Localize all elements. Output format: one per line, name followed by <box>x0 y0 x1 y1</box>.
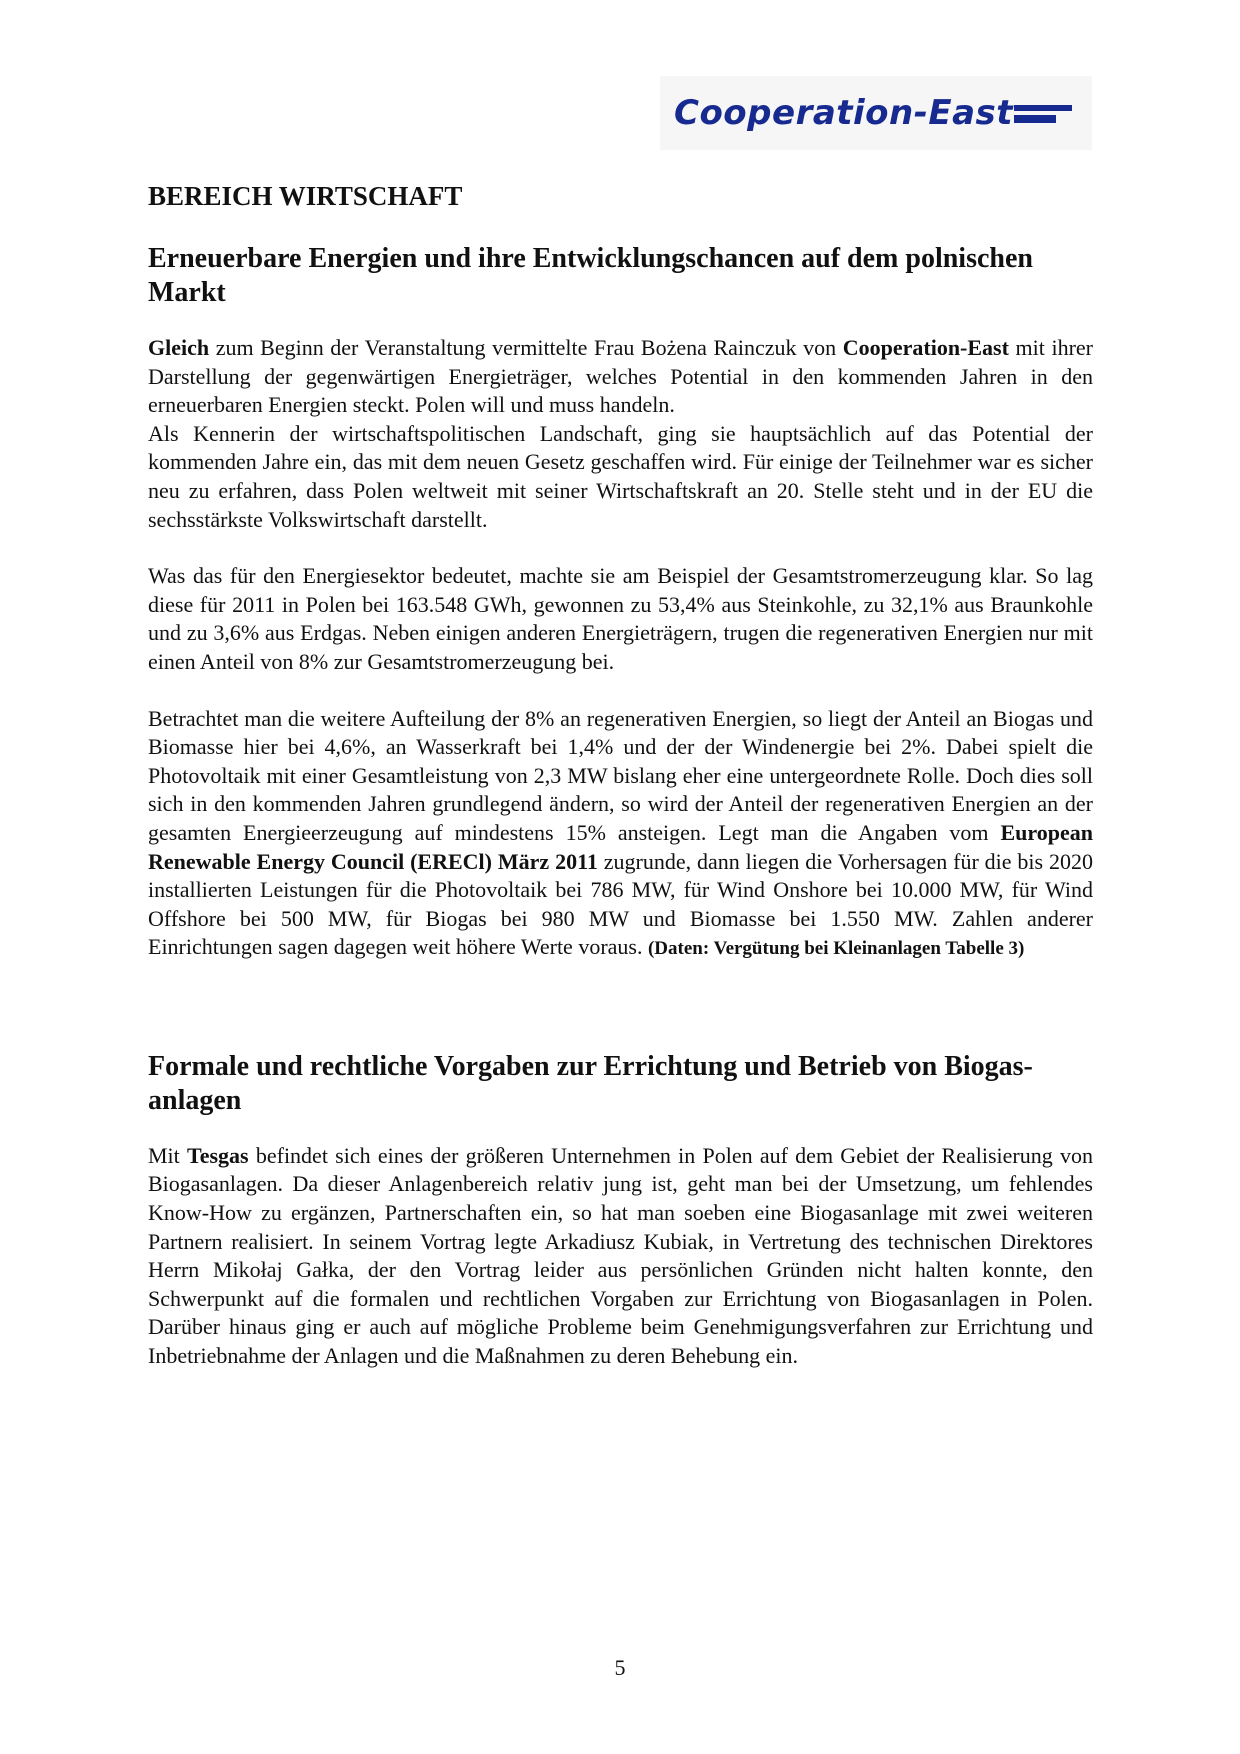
bold-text: Cooperation-East <box>842 335 1009 360</box>
paragraph-text: zum Beginn der Veranstaltung vermittelte Frau Bożena Rainczuk von <box>209 335 843 360</box>
paragraph-landscape: Als Kennerin der wirtschaftspolitischen Landschaft, ging sie hauptsächlich auf das Potential der kommenden Jahre ein, das mit dem neuen Gesetz geschaffen wird. Für einige der Teilnehmer war es sicher neu zu erfahren, dass Polen weltweit mit seiner Wirtschaftskraft an 20. Stelle steht und in der EU die sechsstärkste Volkswirtschaft darstellt. <box>148 420 1093 532</box>
paragraph-text: befindet sich eines der größeren Unternehmen in Polen auf dem Gebiet der Realisierung von Biogasanlagen. Da dieser Anlagenbereich relativ jung ist, geht man bei der Umsetzung, um fehlendes Know-How zu ergänzen, Partnerschaften ein, so hat man soeben eine Biogasanlage mit zwei weiteren Partnern realisiert. In seinem Vortrag legte Arkadiusz Kubiak, in Vertretung des technischen Direktores Herrn Mikołaj Gałka, der den Vortrag leider aus persönlichen Gründen nicht halten konnte, den Schwerpunkt auf die formalen und rechtlichen Vorgaben zur Errichtung von Biogasanlagen in Polen. Darüber hinaus ging er auch auf mögliche Probleme beim Genehmigungsverfahren zur Errichtung und Inbetriebnahme der Anlagen und die Maßnahmen zu deren Behebung ein. <box>148 1142 1093 1369</box>
paragraph-renewable-share <box>148 705 1093 964</box>
paragraph-text: mit ihrer Darstellung der gegenwärtigen Energieträger, welches Potential in den kommenden Jahren in den erneuerbaren Energien steckt. Polen will und muss handeln. <box>148 335 1093 418</box>
heading-renewable-energy: Erneuerbare Energien und ihre Entwicklungschancen auf dem polnischen Markt <box>148 243 1033 308</box>
bold-text: European Renewable Energy Council (ERECl) März 2011 <box>148 819 1093 874</box>
heading-biogas-regulations: Formale und rechtliche Vorgaben zur Errichtung und Betrieb von Biogas-anlagen <box>148 1050 1033 1116</box>
logo-text: Cooperation-East <box>674 93 1014 133</box>
logo-bars-icon <box>1014 105 1072 125</box>
document-body <box>148 178 1093 1371</box>
paragraph-energy-sector: Was das für den Energiesektor bedeutet, machte sie am Beispiel der Gesamtstromerzeugung klar. So lag diese für 2011 in Polen bei 163.548 GWh, gewonnen zu 53,4% aus Steinkohle, zu 32,1% aus Braunkohle und zu 3,6% aus Erdgas. Neben einigen anderen Energieträgern, trugen die regenerativen Energien nur mit einen Anteil von 8% zur Gesamtstromerzeugung bei. <box>148 563 1093 674</box>
paragraph-intro <box>148 334 1093 420</box>
data-reference: (Daten: Vergütung bei Kleinanlagen Tabelle 3) <box>647 938 1025 960</box>
page-number: 5 <box>614 1655 626 1680</box>
paragraph-tesgas <box>148 1142 1093 1371</box>
bold-text: Tesgas <box>187 1142 249 1168</box>
company-logo <box>660 76 1092 150</box>
paragraph-text: zugrunde, dann liegen die Vorhersagen für die bis 2020 installierten Leistungen für die Photovoltaik bei 786 MW, für Wind Onshore bei 10.000 MW, für Wind Offshore bei 500 MW, für Biogas bei 980 MW und Biomasse bei 1.550 MW. Zahlen anderer Einrichtungen sagen dagegen weit höhere Werte voraus. <box>148 848 1093 960</box>
section-title: BEREICH WIRTSCHAFT <box>148 181 463 211</box>
bold-text: Gleich <box>148 335 210 360</box>
paragraph-text: Mit <box>148 1142 188 1168</box>
paragraph-text: Betrachtet man die weitere Aufteilung der 8% an regenerativen Energien, so liegt der Anteil an Biogas und Biomasse hier bei 4,6%, an Wasserkraft bei 1,4% und der der Windenergie bei 2%. Dabei spielt die Photovoltaik mit einer Gesamtleistung von 2,3 MW bislang eher eine untergeordnete Rolle. Doch dies soll sich in den kommenden Jahren grundlegend ändern, so wird der Anteil der regenerativen Energien an der gesamten Energieerzeugung auf mindestens 15% ansteigen. Legt man die Angaben vom <box>148 705 1093 845</box>
